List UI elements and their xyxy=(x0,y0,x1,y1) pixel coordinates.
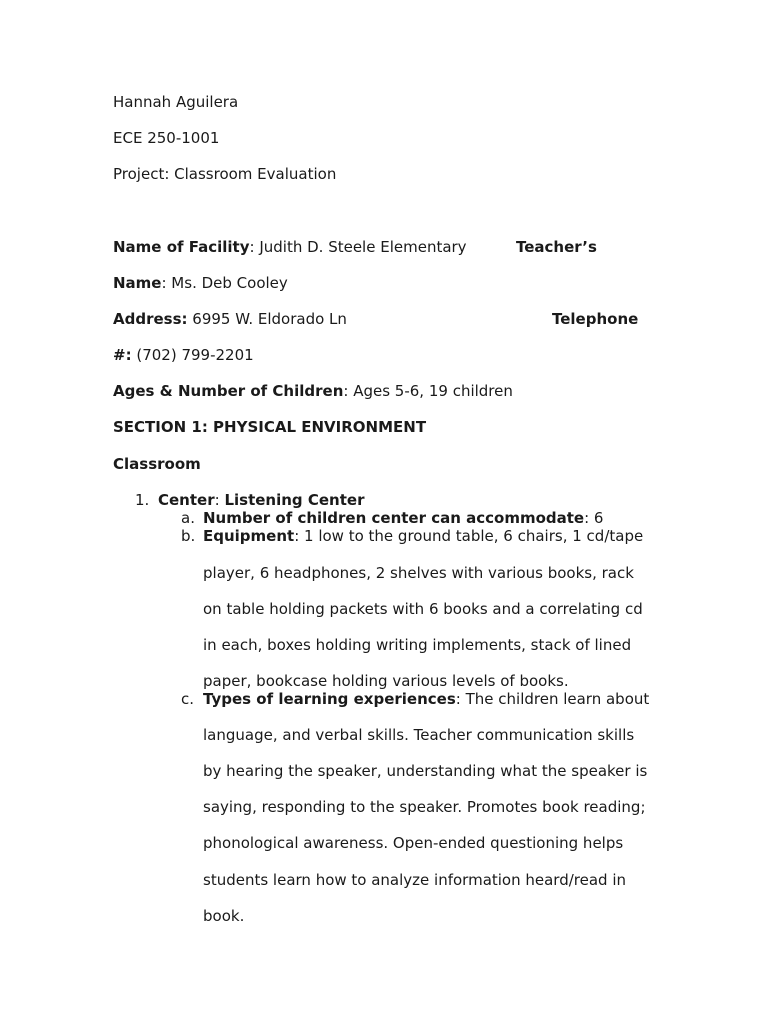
ages-label: Ages & Number of Children xyxy=(113,382,344,400)
item-c-line-5: phonological awareness. Open-ended questioning helps xyxy=(203,834,624,852)
project-title: Project: Classroom Evaluation xyxy=(113,165,337,183)
item-b-marker: b. xyxy=(181,527,196,545)
item-b-line-2: player, 6 headphones, 2 shelves with various books, rack xyxy=(203,564,634,582)
teacher-label-part2: Name xyxy=(113,274,162,292)
item-b-line-5: paper, bookcase holding various levels of books. xyxy=(203,672,569,690)
address-label: Address: xyxy=(113,310,188,328)
item-a-label: Number of children center can accommodate xyxy=(203,509,585,527)
item-a-line xyxy=(203,509,603,527)
student-name: Hannah Aguilera xyxy=(113,93,239,111)
item-a-marker: a. xyxy=(181,509,195,527)
telephone-label-part2: #: xyxy=(113,346,132,364)
facility-line xyxy=(113,238,467,256)
telephone-label-part1: Telephone xyxy=(552,310,639,328)
ages-value: : Ages 5-6, 19 children xyxy=(343,382,513,400)
item-b-text: : 1 low to the ground table, 6 chairs, 1 cd/tape xyxy=(294,527,644,545)
item-c-label: Types of learning experiences xyxy=(203,690,456,708)
item-c-line-1 xyxy=(203,690,649,708)
course-number: ECE 250-1001 xyxy=(113,129,220,147)
telephone-line xyxy=(113,346,254,364)
item-b-line-1 xyxy=(203,527,643,545)
teacher-line xyxy=(113,274,288,292)
item-c-line-4: saying, responding to the speaker. Promotes book reading; xyxy=(203,798,646,816)
center-line xyxy=(158,491,364,509)
item-c-line-7: book. xyxy=(203,907,245,925)
center-label: Center xyxy=(158,491,215,509)
item-c-line-3: by hearing the speaker, understanding what the speaker is xyxy=(203,762,648,780)
facility-value: : Judith D. Steele Elementary xyxy=(249,238,467,256)
section-title: SECTION 1: PHYSICAL ENVIRONMENT xyxy=(113,418,427,436)
address-value: 6995 W. Eldorado Ln xyxy=(187,310,347,328)
item-c-marker: c. xyxy=(181,690,195,708)
telephone-value: (702) 799-2201 xyxy=(131,346,254,364)
item-c-line-2: language, and verbal skills. Teacher communication skills xyxy=(203,726,635,744)
address-line xyxy=(113,310,347,328)
ages-line xyxy=(113,382,513,400)
item-c-line-6: students learn how to analyze information heard/read in xyxy=(203,871,627,889)
center-name: Listening Center xyxy=(224,491,365,509)
facility-label: Name of Facility xyxy=(113,238,250,256)
teacher-label-part1: Teacher’s xyxy=(516,238,597,256)
item-b-label: Equipment xyxy=(203,527,295,545)
item-b-line-4: in each, boxes holding writing implements, stack of lined xyxy=(203,636,632,654)
item-a-value: : 6 xyxy=(584,509,604,527)
section-subtitle: Classroom xyxy=(113,455,201,473)
item-c-text: : The children learn about xyxy=(455,690,650,708)
center-colon: : xyxy=(214,491,225,509)
teacher-value: : Ms. Deb Cooley xyxy=(161,274,288,292)
list-number: 1. xyxy=(135,491,150,509)
item-b-line-3: on table holding packets with 6 books and a correlating cd xyxy=(203,600,643,618)
